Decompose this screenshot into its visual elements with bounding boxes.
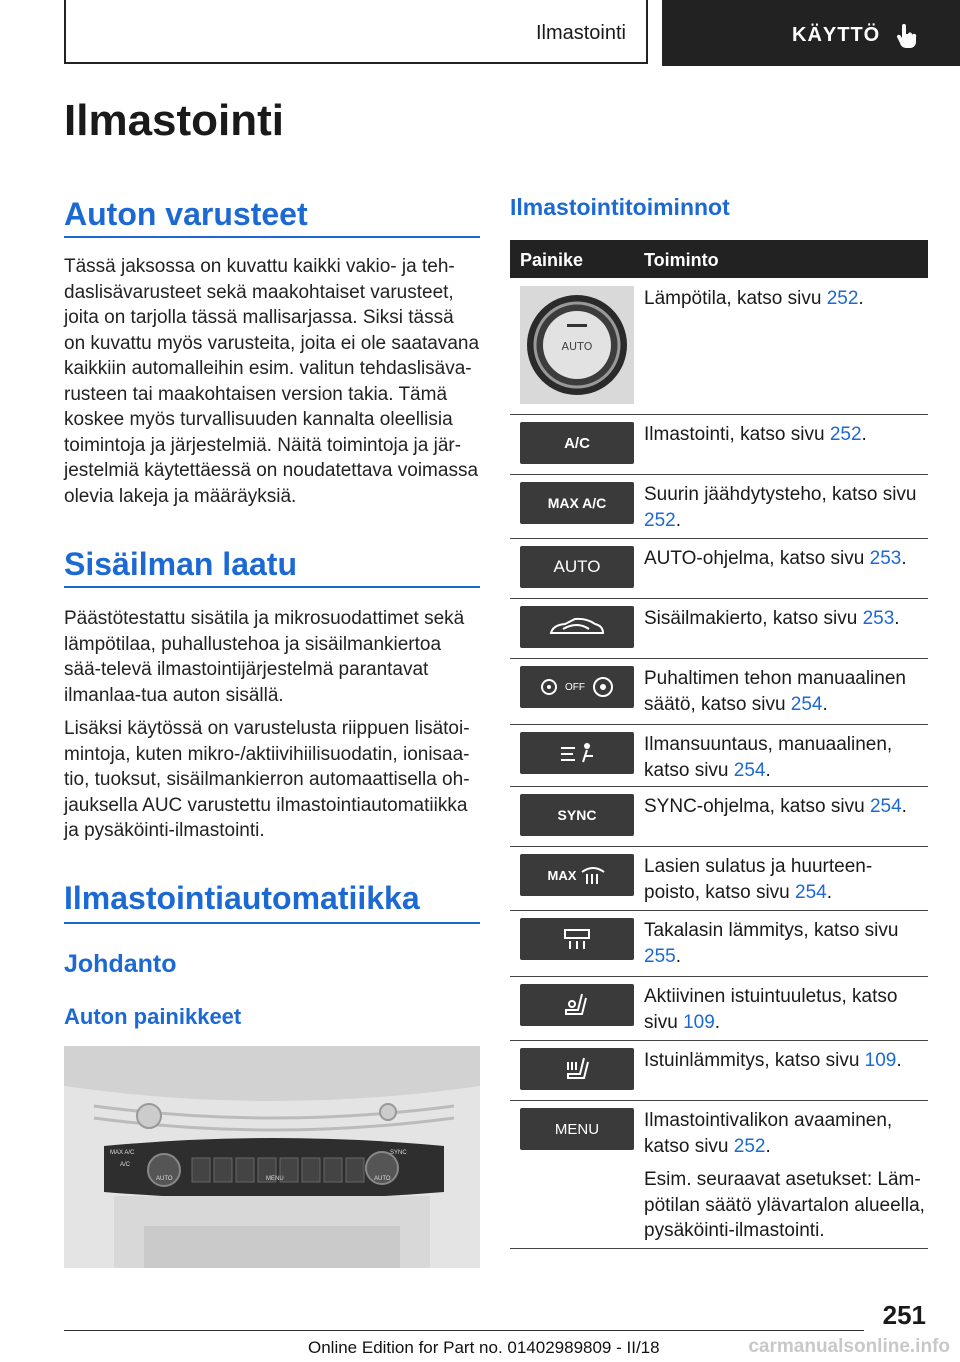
table-row <box>510 846 928 911</box>
fan-button-icon: OFF <box>520 666 634 708</box>
page-link[interactable]: 252 <box>733 1135 766 1157</box>
section3-subsubheading: Auton painikkeet <box>64 1004 242 1029</box>
section2-para2: Lisäksi käytössä on varustelusta riippuen lisätoi-mintoja, kuten mikro-/aktiivihiilisuodatin, ionisaa-tio, tuoksut, sisäilmankierron automaattisella oh-jauksella AUC varustettu ilmastointiautomatiikka ja pysäköinti-ilmastointi. <box>64 718 470 841</box>
table-row <box>510 1100 928 1249</box>
auto-button-icon: AUTO <box>520 546 634 588</box>
page-link[interactable]: 254 <box>733 759 766 781</box>
section3-heading-block <box>64 880 480 924</box>
temperature-knob-icon <box>520 286 634 404</box>
page-link[interactable]: 109 <box>683 1011 715 1033</box>
footer-edition: Online Edition for Part no. 01402989809 - II/18 <box>308 1338 660 1357</box>
rear-window-heating-button-icon <box>520 918 634 960</box>
page-link[interactable]: 253 <box>869 548 902 569</box>
recirculation-car-icon <box>547 615 607 639</box>
fan-large-icon <box>591 675 615 699</box>
table-row <box>510 976 928 1041</box>
table-row <box>510 658 928 725</box>
row-text: Ilmastointi, katso sivu 252. <box>644 424 867 445</box>
panel-label-max-ac: MAX A/C <box>110 1150 135 1156</box>
pointing-hand-icon <box>896 24 918 48</box>
ac-button-icon: A/C <box>520 422 634 464</box>
row-text: Istuinlämmitys, katso sivu 109. <box>644 1050 902 1071</box>
seat-ventilation-icon <box>562 992 592 1018</box>
section3-subheading: Johdanto <box>64 950 177 978</box>
table-row <box>510 724 928 787</box>
max-ac-button-icon: MAX A/C <box>520 482 634 524</box>
menu-button-icon: MENU <box>520 1108 634 1150</box>
air-distribution-button-icon <box>520 732 634 774</box>
row-text: Lämpötila, katso sivu 252. <box>644 288 864 309</box>
functions-heading: Ilmastointitoiminnot <box>510 194 730 220</box>
section2-heading: Sisäilman laatu <box>64 546 297 582</box>
footer-rule <box>64 1330 864 1331</box>
windscreen-defrost-icon <box>580 864 606 886</box>
table-row <box>510 786 928 847</box>
page-link[interactable]: 252 <box>826 288 859 309</box>
row-text: SYNC-ohjelma, katso sivu 254. <box>644 796 907 817</box>
section1-heading-block <box>64 196 480 238</box>
page-title: Ilmastointi <box>64 96 285 145</box>
table-row <box>510 910 928 977</box>
page-link[interactable]: 254 <box>869 796 902 817</box>
seat-ventilation-button-icon <box>520 984 634 1026</box>
panel-label-sync: SYNC <box>390 1150 407 1156</box>
sync-button-icon: SYNC <box>520 794 634 836</box>
table-header-button: Painike <box>520 250 584 270</box>
row-text: Takalasin lämmitys, katso sivu 255. <box>644 920 899 967</box>
air-distribution-icon <box>557 740 597 766</box>
page-link[interactable]: 109 <box>864 1050 897 1071</box>
table-row <box>510 538 928 599</box>
row-text: Aktiivinen istuintuuletus, katso sivu 109. <box>644 986 898 1033</box>
defrost-button-icon: MAX <box>520 854 634 896</box>
panel-label-auto-right: AUTO <box>374 1176 391 1182</box>
header-chapter-title: KÄYTTÖ <box>792 24 881 46</box>
seat-heating-icon <box>562 1056 592 1082</box>
row-text: Sisäilmakierto, katso sivu 253. <box>644 608 900 629</box>
section1-heading: Auton varusteet <box>64 196 308 232</box>
section2-para1: Päästötestattu sisätila ja mikrosuodattimet sekä lämpötilaa, puhallustehoa ja sisäilmankiertoa sää-televä ilmastointijärjestelmä parantavat ilmanlaa-tua auton sisällä. <box>64 608 465 706</box>
page-link[interactable]: 252 <box>644 509 676 531</box>
header-section-title: Ilmastointi <box>535 22 626 44</box>
table-header <box>510 240 928 278</box>
section1-body: Tässä jaksossa on kuvattu kaikki vakio- ja teh-daslisävarusteet sekä maakohtaiset varusteet, joita on tarjolla tässä mallisarjassa. Siksi tässä on kuvattu myös varusteita, joita ei ole saatavana kaikkiin automalleihin esim. valitun tehdaslisäva-rusteen tai maakohtaisen version takia. Tämä koskee myös turvallisuuden kannalta oleellisia toimintoja ja järjestelmiä. Näitä toimintoja ja jär-jestelmiä käytettäessä on noudatettava voimassa olevia lakeja ja määräyksiä. <box>64 256 480 507</box>
row-text: Lasien sulatus ja huurteen-poisto, katso sivu 254. <box>644 856 873 903</box>
page-link[interactable]: 253 <box>862 608 895 629</box>
page-link[interactable]: 255 <box>644 945 676 967</box>
table-header-function: Toiminto <box>644 250 719 270</box>
section2-heading-block <box>64 546 480 588</box>
section3-heading: Ilmastointiautomatiikka <box>64 880 420 916</box>
page-link[interactable]: 252 <box>829 424 862 445</box>
watermark: carmanualsonline.info <box>748 1336 950 1357</box>
page-link[interactable]: 254 <box>795 881 827 903</box>
table-row <box>510 598 928 659</box>
climate-panel-illustration <box>64 1046 480 1268</box>
page-number: 251 <box>882 1300 926 1330</box>
svg-text:AUTO: AUTO <box>561 340 593 353</box>
row-text: AUTO-ohjelma, katso sivu 253. <box>644 548 907 569</box>
seat-heating-button-icon <box>520 1048 634 1090</box>
row-extra-text: Esim. seuraavat asetukset: Läm-pötilan säätö ylävartalon alueella, pysäköinti-ilmastointi. <box>644 1169 925 1241</box>
rear-window-heat-icon <box>562 927 592 951</box>
panel-label-auto-left: AUTO <box>156 1176 173 1182</box>
row-text: Suurin jäähdytysteho, katso sivu 252. <box>644 484 917 531</box>
page-link[interactable]: 254 <box>790 693 823 715</box>
header-section-box <box>64 0 648 64</box>
recirculation-button-icon <box>520 606 634 648</box>
panel-label-menu: MENU <box>266 1176 284 1182</box>
table-row <box>510 1040 928 1101</box>
table-row <box>510 278 928 415</box>
header-chapter-box <box>662 0 960 66</box>
row-text: Ilmastointivalikon avaaminen, katso sivu 252. Esim. seuraavat asetukset: Läm-pötilan säätö ylävartalon alueella, pysäköinti-ilmastointi. <box>644 1108 928 1244</box>
panel-label-ac: A/C <box>120 1162 131 1168</box>
row-text: Ilmansuuntaus, manuaalinen, katso sivu 254. <box>644 734 893 781</box>
table-row <box>510 474 928 539</box>
fan-small-icon <box>539 677 559 697</box>
table-row <box>510 414 928 475</box>
row-text: Puhaltimen tehon manuaalinen säätö, katso sivu 254. <box>644 668 906 715</box>
